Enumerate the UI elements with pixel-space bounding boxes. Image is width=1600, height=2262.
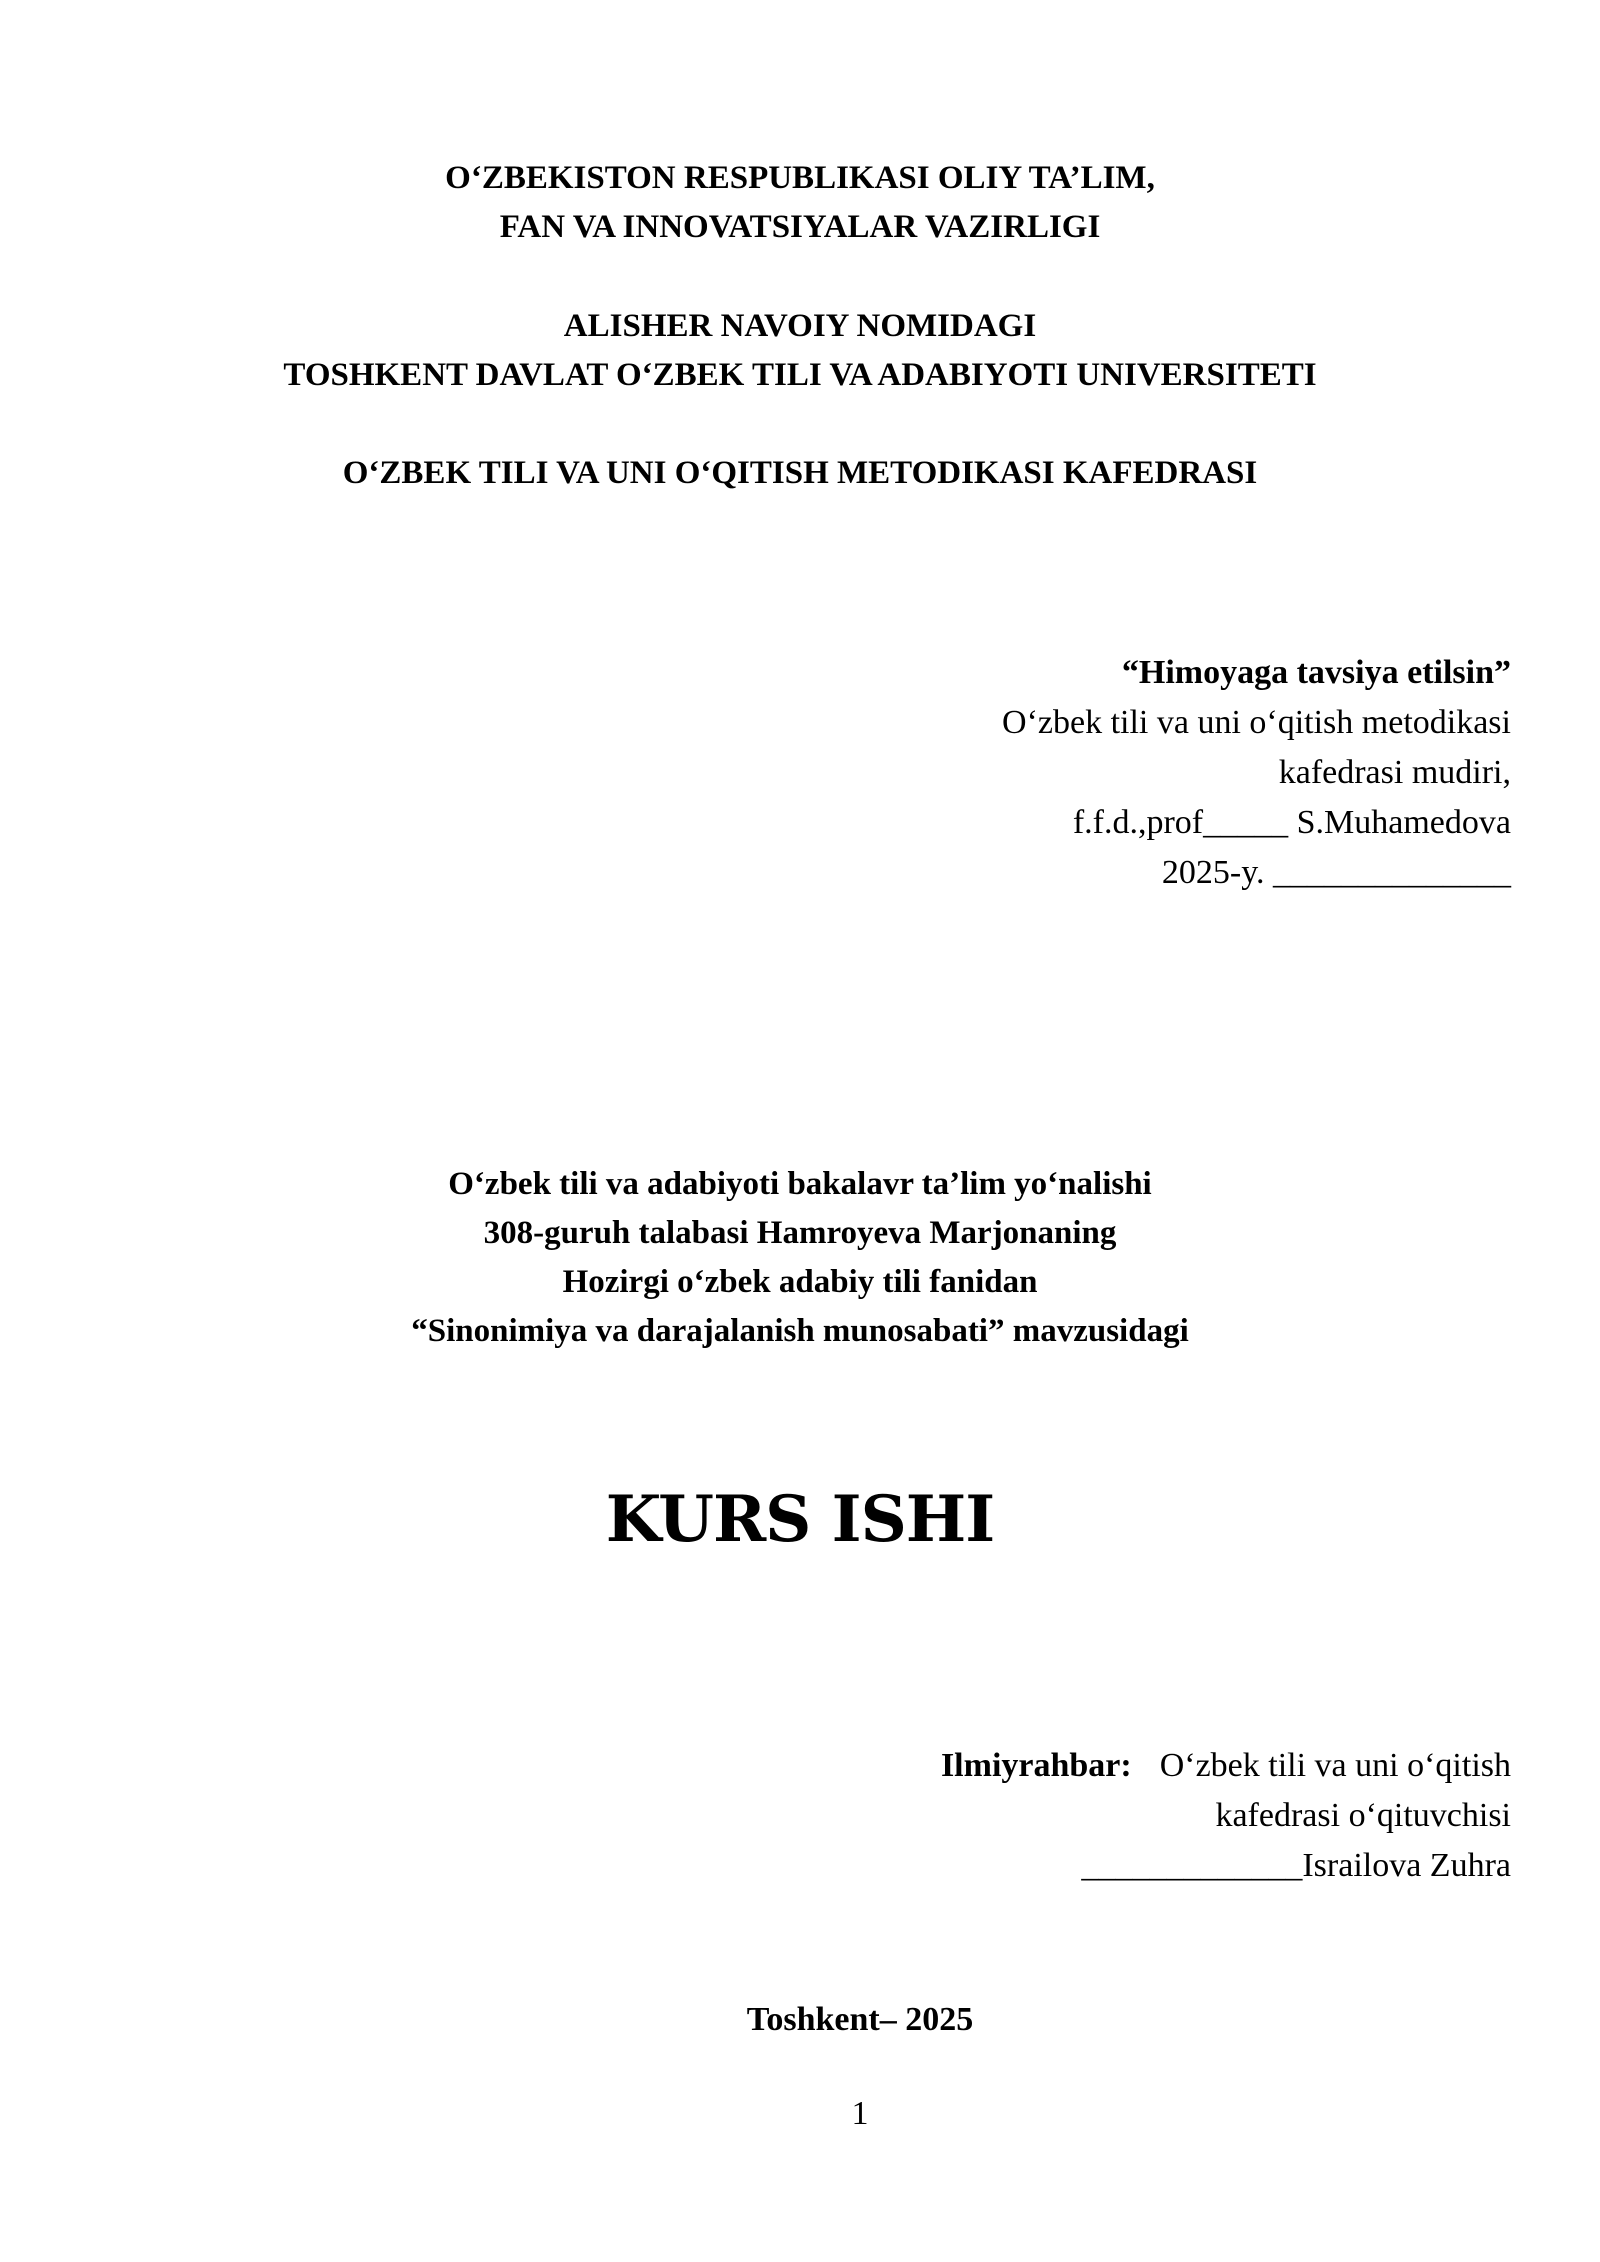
approval-title: “Himoyaga tavsiya etilsin” [1121,654,1511,691]
approval-line-2: kafedrasi mudiri, [1278,754,1511,791]
student-info-line-1: O‘zbek tili va adabiyoti bakalavr ta’lim yo‘nalishi [448,1166,1152,1202]
student-info-line-3: Hozirgi o‘zbek adabiy tili fanidan [562,1264,1038,1300]
supervisor-line-1: O‘zbek tili va uni o‘qitish [1159,1747,1511,1784]
approval-block [1002,648,1511,898]
supervisor-line-2: kafedrasi o‘qituvchisi [1215,1797,1511,1834]
supervisor-label: Ilmiyrahbar: [940,1747,1132,1784]
student-info-line-2: 308-guruh talabasi Hamroyeva Marjonaning [483,1215,1117,1251]
department-heading [0,449,1600,498]
university-line-2: TOSHKENT DAVLAT O‘ZBEK TILI VA ADABIYOTI UNIVERSITETI [283,357,1317,393]
ministry-heading [0,154,1600,252]
ministry-line-1: O‘ZBEKISTON RESPUBLIKASI OLIY TA’LIM, [445,160,1155,196]
page-number: 1 [851,2095,869,2132]
supervisor-line-3: _____________Israilova Zuhra [1081,1847,1511,1884]
ministry-line-2: FAN VA INNOVATSIYALAR VAZIRLIGI [499,209,1101,245]
student-info [0,1160,1600,1356]
approval-line-3: f.f.d.,prof_____ S.Muhamedova [1072,804,1511,841]
department-line: O‘ZBEK TILI VA UNI O‘QITISH METODIKASI KAFEDRASI [342,455,1258,491]
student-info-line-4: “Sinonimiya va darajalanish munosabati” mavzusidagi [411,1313,1189,1349]
university-heading [0,302,1600,400]
approval-line-1: O‘zbek tili va uni o‘qitish metodikasi [1002,704,1511,741]
approval-line-4: 2025-y. ______________ [1161,854,1511,891]
document-title: KURS ISHI [605,1482,995,1557]
supervisor-block [941,1741,1511,1891]
university-line-1: ALISHER NAVOIY NOMIDAGI [563,308,1037,344]
city-year: Toshkent– 2025 [746,2001,974,2038]
